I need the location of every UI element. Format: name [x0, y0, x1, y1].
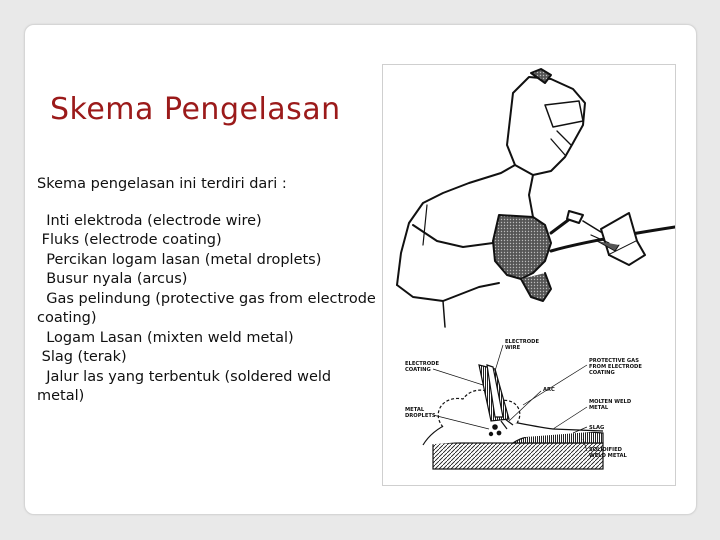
label-arc: ARC: [543, 387, 555, 393]
list-item-weld-metal: Logam Lasan (mixten weld metal): [37, 329, 294, 346]
label-electrode-wire: ELECTRODE WIRE: [505, 339, 539, 351]
welding-diagram: [382, 64, 676, 486]
welder-illustration: [397, 69, 675, 327]
list-item-electrode-coating: Fluks (electrode coating): [37, 232, 222, 248]
slide-body: [37, 175, 377, 407]
list-item-electrode-wire: Inti elektroda (electrode wire): [37, 212, 262, 229]
list-item-soldered-weld: Jalur las yang terbentuk (soldered weld metal): [37, 368, 332, 404]
list-item-arc: Busur nyala (arcus): [37, 271, 188, 287]
list-item-slag: Slag (terak): [37, 349, 127, 365]
label-solidified-weld: SOLIDIFIED WELD METAL: [589, 447, 627, 459]
list-item-metal-droplets: Percikan logam lasan (metal droplets): [37, 251, 322, 268]
label-slag: SLAG: [589, 425, 605, 431]
slide-title: Skema Pengelasan: [50, 92, 341, 127]
intro-text: Skema pengelasan ini terdiri dari :: [37, 176, 287, 192]
label-molten-weld: MOLTEN WELD METAL: [589, 399, 632, 411]
label-electrode-coating: ELECTRODE COATING: [405, 361, 439, 373]
label-protective-gas: PROTECTIVE GAS FROM ELECTRODE COATING: [589, 358, 642, 376]
label-metal-droplets: METAL DROPLETS: [405, 407, 436, 419]
list-item-protective-gas: Gas pelindung (protective gas from electrode coating): [37, 290, 376, 326]
